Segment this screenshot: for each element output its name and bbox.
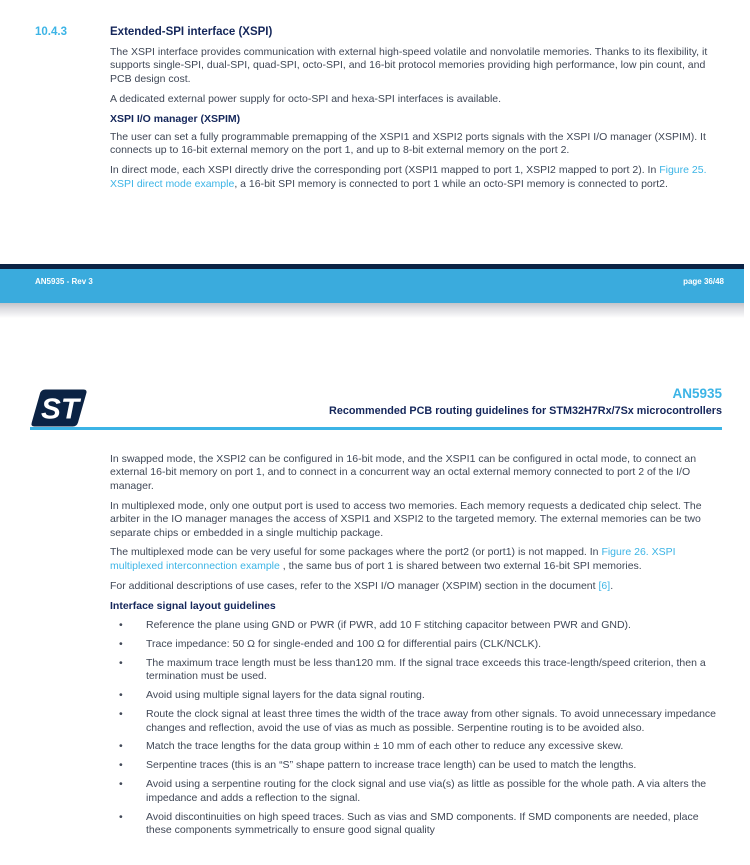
bullet-marker: • — [119, 740, 123, 753]
section-heading-row — [35, 26, 750, 38]
section-title: Extended-SPI interface (XSPI) — [110, 26, 273, 38]
bullet-marker: • — [119, 708, 123, 721]
document-subtitle: Recommended PCB routing guidelines for STM32H7Rx/7Sx microcontrollers — [329, 405, 722, 417]
guideline-text: Serpentine traces (this is an “S” shape pattern to increase trace length) can be used to match the lengths. — [146, 759, 637, 772]
guideline-item — [110, 778, 722, 805]
guideline-item — [110, 619, 722, 632]
page-header-right — [329, 386, 722, 417]
paragraph — [110, 164, 722, 191]
bullet-marker: • — [119, 689, 123, 702]
guideline-text: Avoid discontinuities on high speed traces. Such as vias and SMD components. If SMD components are needed, place these components symmetrically to ensure good signal quality — [146, 810, 699, 836]
guideline-item — [110, 638, 722, 651]
guideline-text: Trace impedance: 50 Ω for single-ended and 100 Ω for differential pairs (CLK/NCLK). — [146, 637, 542, 650]
paragraph: In swapped mode, the XSPI2 can be configured in 16-bit mode, and the XSPI1 can be configured in octal mode, to connect an external 16-bit memory on port 1, and to connect in a concurrent way an octal external memory connected to port 2 of the I/O manager. — [110, 453, 697, 492]
guideline-text: Reference the plane using GND or PWR (if PWR, add 10 F stitching capacitor between PWR and GND). — [146, 619, 631, 632]
pdf-page-2 — [0, 318, 750, 865]
paragraph: A dedicated external power supply for octo-SPI and hexa-SPI interfaces is available. — [110, 92, 502, 105]
guideline-text: Route the clock signal at least three times the width of the trace away from other signals. To avoid unnecessary impedance changes and reflection, avoid the use of vias as much as possible. Serpentine routing is to be avoided also. — [146, 708, 717, 734]
guideline-item — [110, 657, 722, 684]
paragraph: The user can set a fully programmable premapping of the XSPI1 and XSPI2 ports signals with the XSPI I/O manager (XSPIM). It connects up to 16-bit external memory on the port 1, and up to 8-bit external memory on the port 2. — [110, 131, 706, 157]
paragraph — [110, 580, 722, 593]
document-id: AN5935 — [672, 386, 722, 401]
st-logo — [30, 388, 88, 428]
svg-text:ST: ST — [41, 393, 82, 426]
guidelines-list — [110, 619, 722, 837]
bullet-marker: • — [119, 778, 123, 791]
bullet-marker: • — [119, 637, 123, 650]
guideline-item — [110, 740, 722, 753]
page-gap-shadow — [0, 303, 744, 318]
paragraph: In multiplexed mode, only one output port is used to access two memories. Each memory requests a dedicated chip select. The arbiter in the IO manager manages the access of XSPI1 and XSPI2 to the targeted memory. The external memories can be two separate chips or embedded in a single multichip package. — [110, 499, 702, 539]
guideline-text: The maximum trace length must be less than120 mm. If the signal trace exceeds this trace-length/speed criterion, then a termination must be used. — [146, 656, 706, 683]
pdf-page-1 — [0, 0, 750, 198]
bullet-marker: • — [119, 759, 123, 772]
bullet-marker: • — [119, 656, 123, 669]
guideline-text: Match the trace lengths for the data group within ± 10 mm of each other to reduce any excessive skew. — [146, 740, 624, 753]
footer-doc-revision: AN5935 - Rev 3 — [35, 276, 93, 286]
paragraph: The XSPI interface provides communication with external high-speed volatile and nonvolatile memories. Thanks to its flexibility, it supports single-SPI, dual-SPI, quad-SPI, octo-SPI, and 16-bit protocol memories providing high performance, low pin count, and PCB design cost. — [110, 46, 708, 85]
paragraph-text: The multiplexed mode can be very useful for some packages where the port2 (or port1) is not mapped. In — [110, 546, 602, 559]
guideline-item — [110, 811, 722, 838]
paragraph-text: In direct mode, each XSPI directly drive the corresponding port (XSPI1 mapped to port 1, XSPI2 mapped to port 2). In — [110, 164, 660, 177]
guideline-text: Avoid using multiple signal layers for the data signal routing. — [146, 689, 425, 702]
footer-page-number: page 36/48 — [683, 276, 724, 286]
subheading-xspi-io-manager: XSPI I/O manager (XSPIM) — [110, 112, 241, 125]
guideline-item — [110, 689, 722, 702]
paragraph-text: , a 16-bit SPI memory is connected to port 1 while an octo-SPI memory is connected to port2. — [234, 177, 668, 190]
page-footer-bar — [0, 269, 744, 304]
section-number: 10.4.3 — [35, 26, 67, 38]
guideline-item — [110, 759, 722, 772]
header-rule — [30, 427, 722, 430]
paragraph — [110, 546, 722, 573]
reference-6-link[interactable]: [6] — [598, 579, 611, 592]
guidelines-heading: Interface signal layout guidelines — [110, 599, 276, 612]
figure-26-link[interactable]: Figure 26. XSPI multiplexed interconnection example — [110, 546, 676, 572]
bullet-marker: • — [119, 810, 123, 823]
guideline-item — [110, 708, 722, 735]
guideline-text: Avoid using a serpentine routing for the clock signal and use via(s) as little as possible for the whole path. A via alters the impedance and adds a reflection to the signal. — [146, 778, 707, 804]
figure-25-link[interactable]: Figure 25. XSPI direct mode example — [110, 164, 707, 190]
paragraph-text: . — [610, 579, 614, 592]
paragraph-text: , the same bus of port 1 is shared between two external 16-bit SPI memories. — [279, 559, 642, 572]
bullet-marker: • — [119, 619, 123, 632]
paragraph-text: For additional descriptions of use cases, refer to the XSPI I/O manager (XSPIM) section in the document — [110, 579, 599, 592]
